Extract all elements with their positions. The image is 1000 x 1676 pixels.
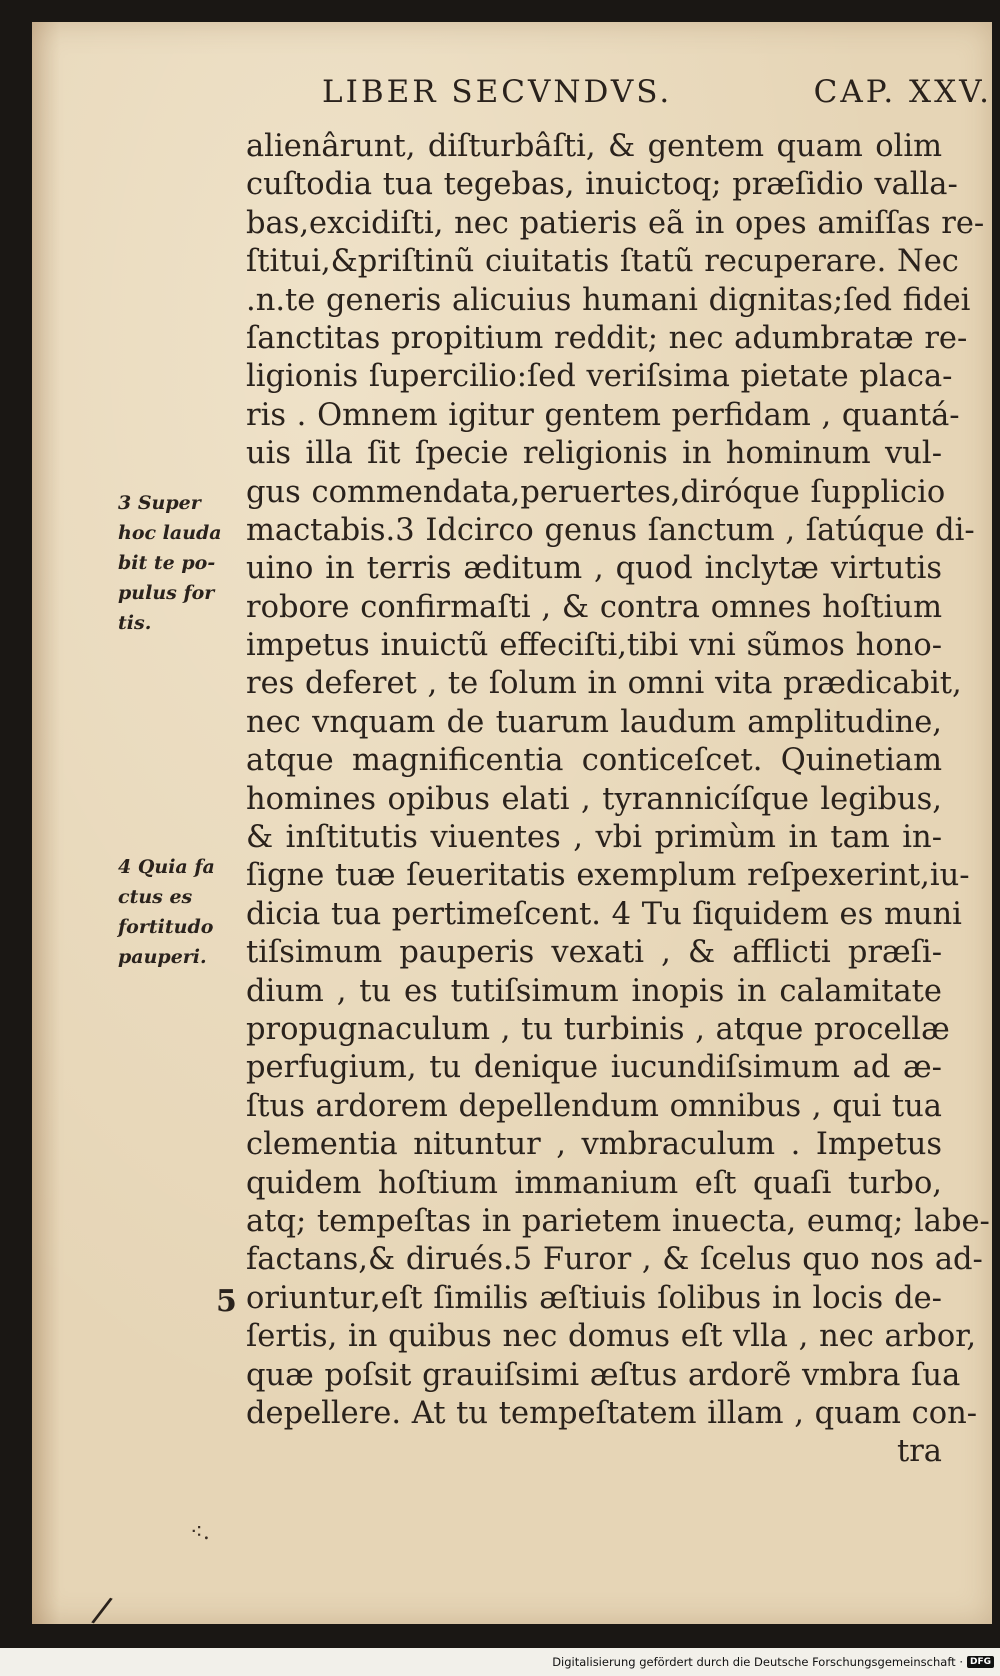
text-line: res deferet , te ſolum in omni vita prædicabit, [246, 666, 962, 702]
text-line: uis illa ſit ſpecie religionis in hominum vul- [246, 436, 942, 472]
text-line: clementia nituntur , vmbraculum . Impetus [246, 1127, 942, 1163]
footer-text: Digitalisierung gefördert durch die Deutsche Forschungsgemeinschaft · [552, 1655, 963, 1669]
text-line: tra [896, 1434, 942, 1470]
text-line: ſertis, in quibus nec domus eſt vlla , nec arbor, [246, 1319, 977, 1355]
text-line: ſtus ardorem depellendum omnibus , qui tua [246, 1088, 942, 1124]
text-line: alienârunt, diſturbâſti, & gentem quam olim [246, 129, 942, 164]
text-line: quæ poſsit grauiſsimi æſtus ardorẽ vmbra ſua [246, 1357, 961, 1393]
book-page [32, 22, 992, 1632]
text-line: cuſtodia tua tegebas, inuictoq; præſidio valla- [246, 167, 958, 203]
margin-note-line: 3 Super [118, 492, 201, 514]
text-line: oriuntur,eſt ſimilis æſtiuis ſolibus in locis de- [246, 1280, 942, 1316]
digitization-footer [552, 1652, 994, 1672]
margin-verse-number: 5 [216, 1284, 237, 1319]
dfg-logo: DFG [967, 1656, 994, 1668]
text-line: quidem hoſtium immanium eſt quaſi turbo, [246, 1165, 942, 1201]
text-line: bas,excidiſti, nec patieris eã in opes amiſſas re- [246, 205, 985, 241]
text-line: dium , tu es tutiſsimum inopis in calamitate [246, 973, 942, 1009]
text-line: robore confirmaſti , & contra omnes hoſtium [246, 589, 942, 625]
text-line: nec vnquam de tuarum laudum amplitudine, [246, 704, 942, 740]
text-line: & inſtitutis viuentes , vbi primùm in tam in- [246, 820, 942, 856]
pen-stroke-mark: / [89, 1589, 115, 1632]
text-line: homines opibus elati , tyrannicíſque legibus, [246, 781, 942, 817]
running-header [322, 74, 992, 118]
text-line: mactabis.3 Idcirco genus ſanctum , ſatúque di- [246, 512, 975, 548]
text-line: atq; tempeſtas in parietem inuecta, eumq; labe- [246, 1203, 990, 1239]
text-line: ris . Omnem igitur gentem perfidam , quantá- [246, 397, 960, 433]
text-line: atque magnificentia conticeſcet. Quinetiam [246, 743, 942, 779]
text-line: depellere. At tu tempeſtatem illam , quam con- [246, 1395, 978, 1431]
margin-note-line: ctus es [118, 886, 193, 908]
text-line: gus commendata,peruertes,diróque ſupplicio [246, 474, 946, 510]
text-line: dicia tua pertimeſcent. 4 Tu ſiquidem es muni [246, 896, 962, 932]
margin-note-line: hoc lauda [118, 522, 222, 544]
margin-note-line: pauperi. [118, 946, 207, 968]
book-title: LIBER SECVNDVS. [322, 74, 673, 110]
margin-note-line: bit te po- [118, 552, 216, 574]
text-line: impetus inuictũ effeciſti,tibi vni sũmos hono- [246, 628, 942, 664]
ink-mark: ⁖. [190, 1520, 210, 1545]
body-text [246, 128, 990, 1472]
text-line: uino in terris æditum , quod inclytæ virtutis [246, 551, 942, 587]
margin-note-line: pulus for [118, 582, 215, 604]
text-line: factans,& dirués.5 Furor , & ſcelus quo nos ad- [246, 1242, 983, 1278]
text-line: propugnaculum , tu turbinis , atque procellæ [246, 1011, 950, 1047]
text-line: ligionis ſupercilio:ſed veriſsima pietate placa- [246, 359, 953, 395]
margin-note-line: fortitudo [118, 916, 214, 938]
margin-note-line: tis. [118, 612, 152, 634]
margin-note-4 [118, 852, 258, 972]
margin-note-3 [118, 488, 258, 638]
margin-note-line: 4 Quia fa [118, 856, 215, 878]
text-line: ſanctitas propitium reddit; nec adumbratæ re- [246, 320, 968, 356]
text-line: perfugium, tu denique iucundiſsimum ad æ- [246, 1050, 942, 1086]
text-line: tiſsimum pauperis vexati , & afflicti præſi- [246, 935, 942, 971]
text-line: ſigne tuæ ſeueritatis exemplum reſpexerint,iu- [246, 858, 970, 894]
chapter-number: CAP. XXV. [813, 74, 992, 110]
text-line: .n.te generis alicuius humani dignitas;ſed fidei [246, 282, 971, 318]
text-line: ſtitui,&priſtinũ ciuitatis ſtatũ recuperare. Nec [246, 244, 959, 280]
